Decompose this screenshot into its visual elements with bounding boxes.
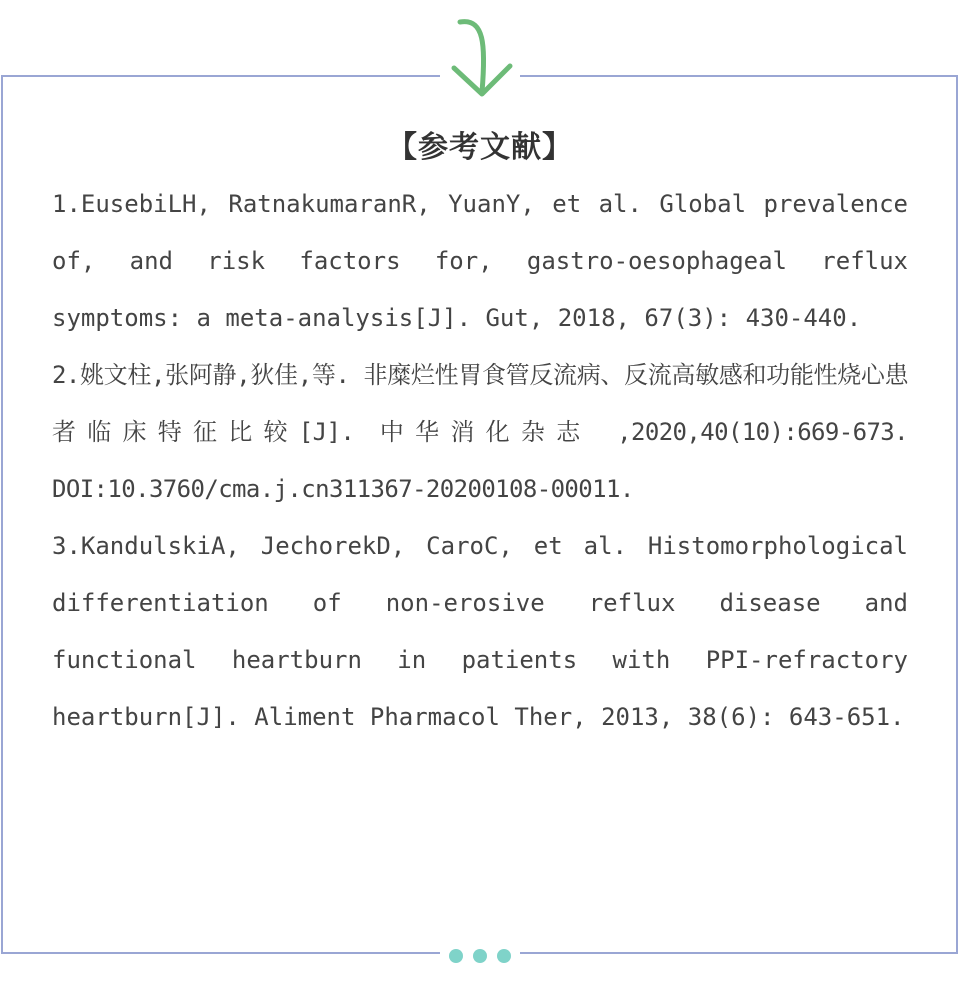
reference-item: 2.姚文柱,张阿静,狄佳,等. 非糜烂性胃食管反流病、反流高敏感和功能性烧心患者临床特征比较[J]. 中华消化杂志 ,2020,40(10):669-673. DOI:10.3760/cma.j.cn311367-20200108-00011. [52, 361, 908, 503]
arrow-down-curved-icon [440, 16, 520, 100]
dot [473, 949, 487, 963]
reference-item: 1.EusebiLH, RatnakumaranR, YuanY, et al. Global prevalence of, and risk factors for, gastro-oesophageal reflux symptoms: a meta-analysis[J]. Gut, 2018, 67(3): 430-440. [52, 190, 908, 332]
three-dots-icon [440, 944, 520, 968]
reference-item: 3.KandulskiA, JechorekD, CaroC, et al. Histomorphological differentiation of non-erosive reflux disease and functional heartburn in patients with PPI-refractory heartburn[J]. Aliment Pharmacol Ther, 2013, 38(6): 643-651. [52, 532, 908, 731]
dot [497, 949, 511, 963]
dot [449, 949, 463, 963]
reference-list [52, 176, 908, 746]
page-title: 【参考文献】 [387, 130, 573, 165]
